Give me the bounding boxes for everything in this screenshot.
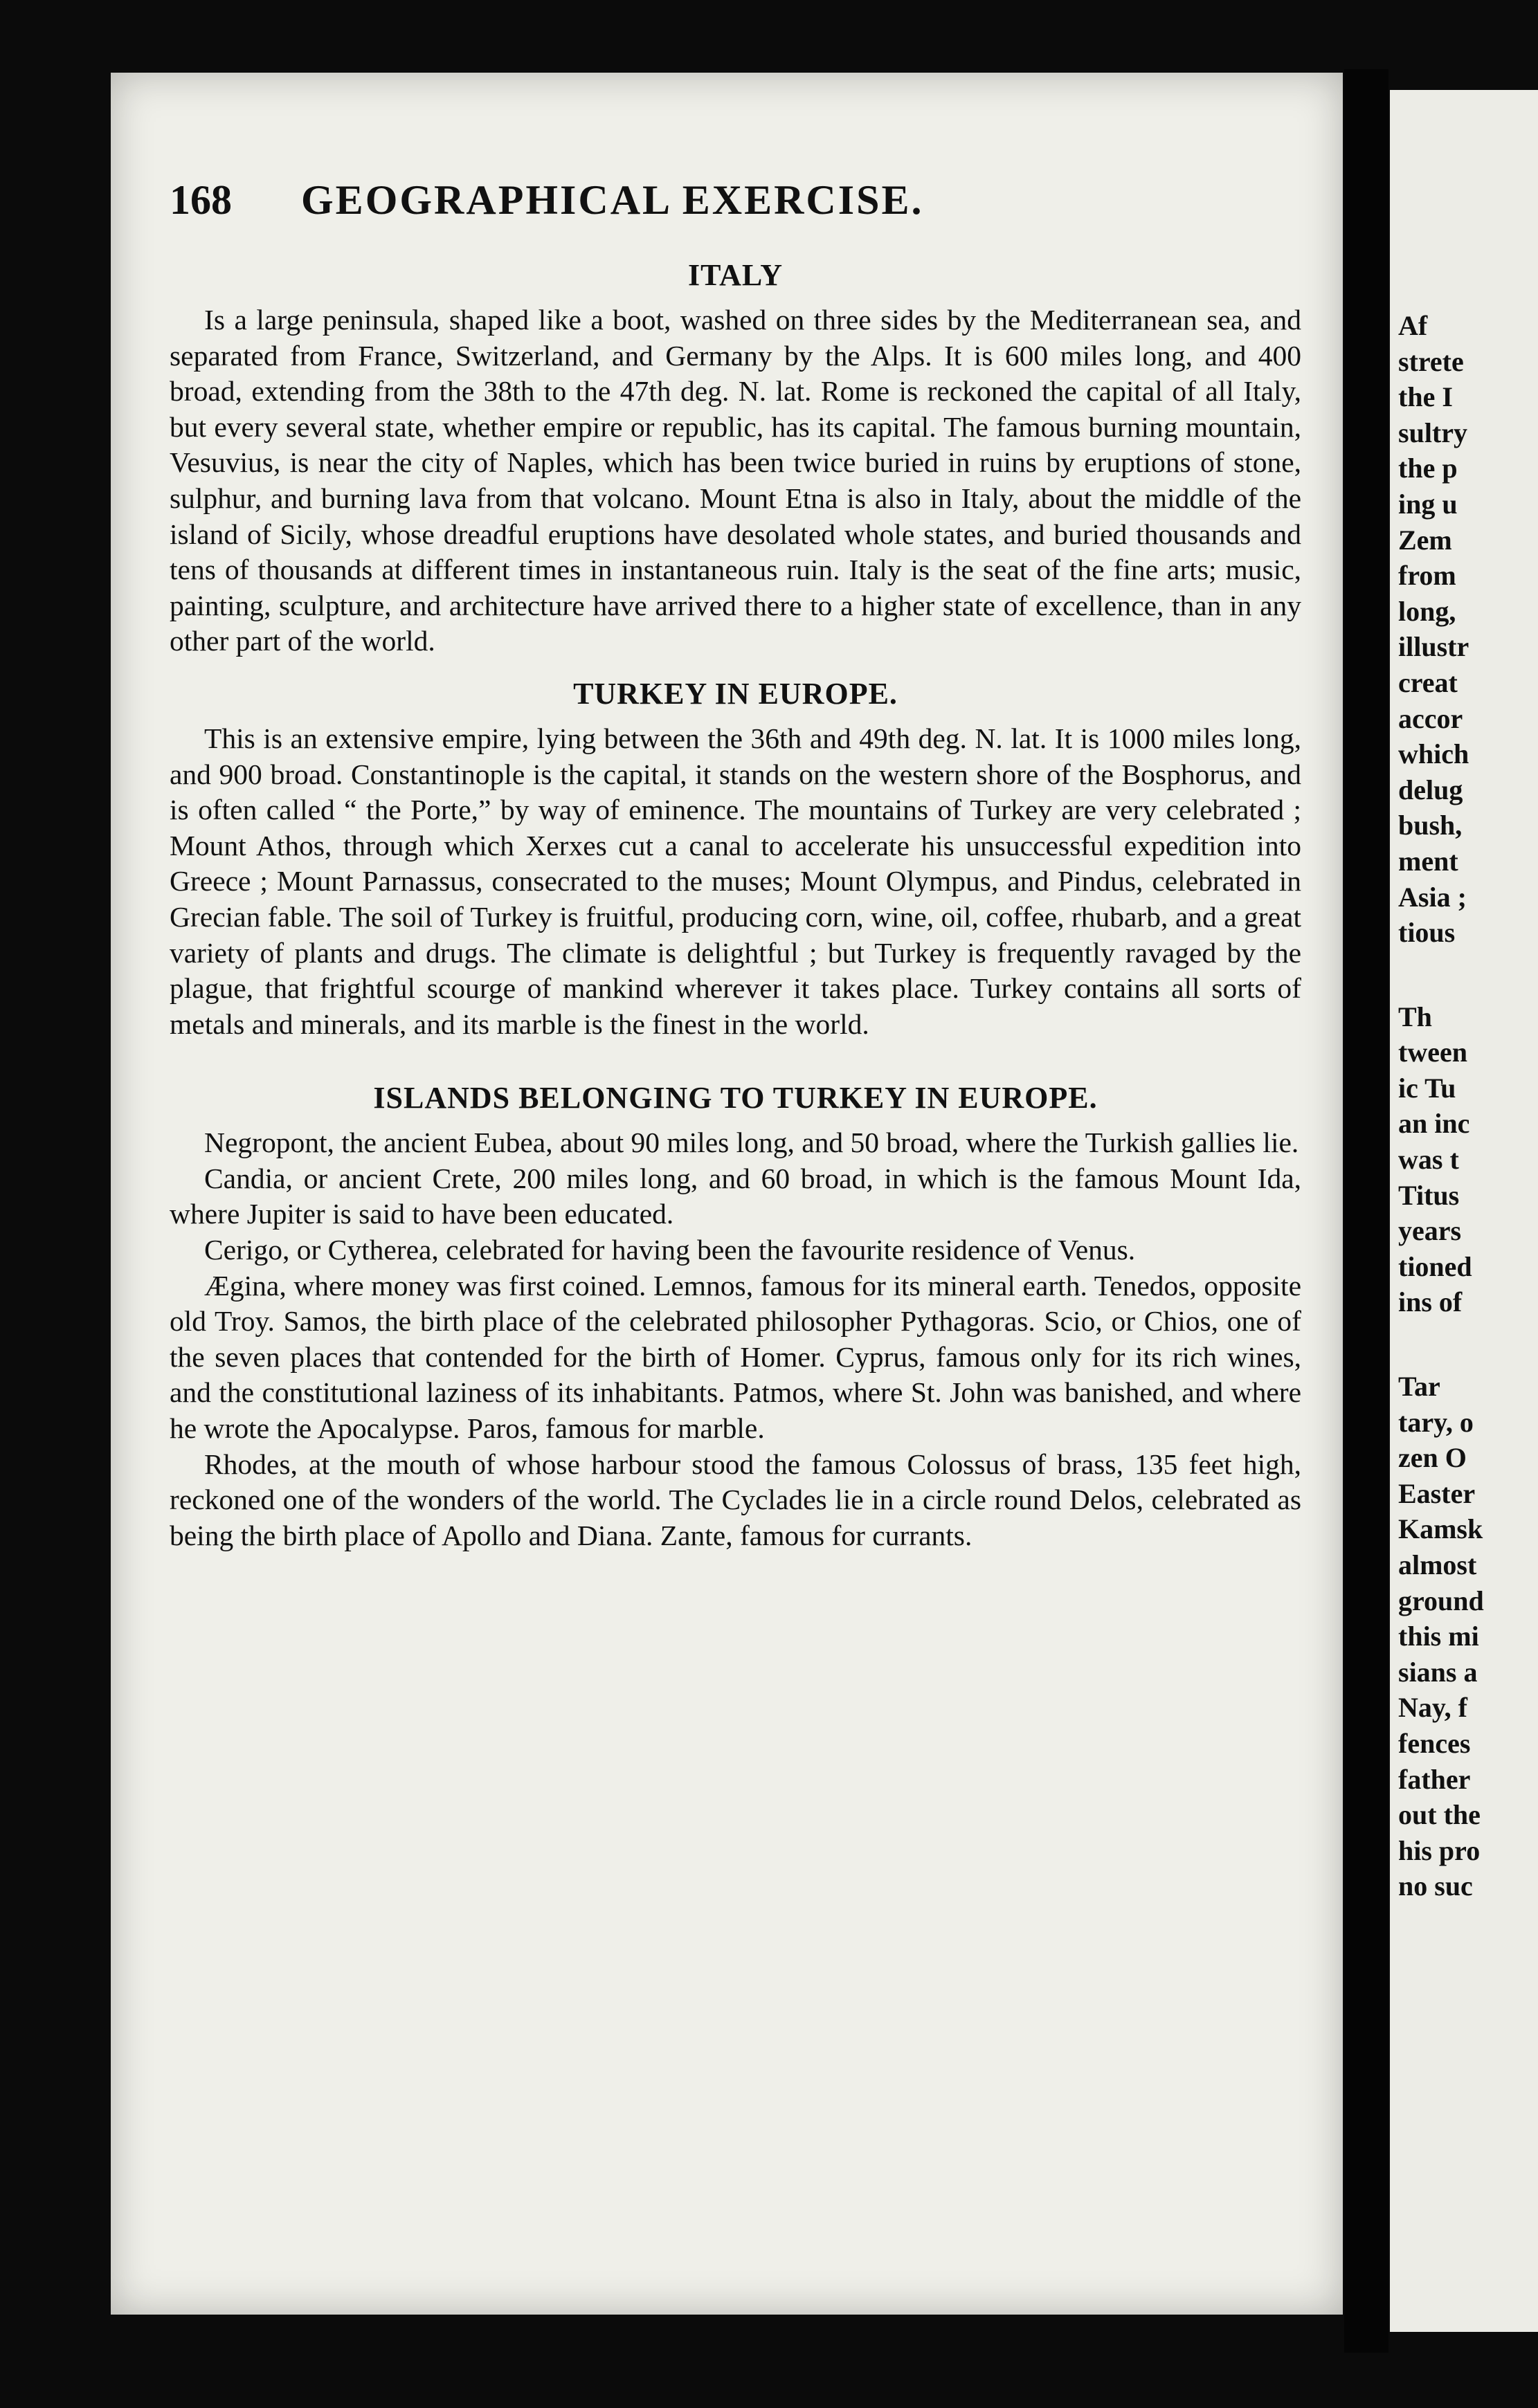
adjacent-line-fragment: Tar (1398, 1371, 1440, 1403)
adjacent-line-fragment: was t (1398, 1144, 1459, 1176)
adjacent-line-fragment: ground (1398, 1585, 1484, 1616)
adjacent-line-fragment: Asia ; (1398, 881, 1467, 913)
section-heading: ITALY (687, 258, 784, 292)
book-gutter (1344, 69, 1388, 2353)
adjacent-line-fragment: creat (1398, 666, 1458, 698)
adjacent-line-fragment: strete (1398, 345, 1464, 377)
paragraph: Ægina, where money was first coined. Lemnos, famous for its mineral earth. Tenedos, opposite old Troy. Samos, the birth place of the celebrated philosopher Pythagoras. Scio, or Chios, one of the seven places that contended for the birth of Homer. Cyprus, famous only for its rich wines, and the constitutional laziness of its inhabitants. Patmos, where St. John was banished, and where he wrote the Apocalypse. Paros, famous for marble. (170, 1269, 1301, 1445)
adjacent-line-fragment: his pro (1398, 1834, 1481, 1866)
adjacent-line-fragment: accor (1398, 702, 1463, 734)
paragraph: Negropont, the ancient Eubea, about 90 miles long, and 50 broad, where the Turkish gallies lie. (204, 1127, 1299, 1159)
adjacent-line-fragment: bush, (1398, 810, 1463, 841)
block-gap (1390, 951, 1538, 999)
paragraph: Candia, or ancient Crete, 200 miles long, and 60 broad, in which is the famous Mount Ida, where Jupiter is said to have been educated. (170, 1162, 1301, 1230)
block-gap (1390, 1320, 1538, 1369)
adjacent-line-fragment: illustr (1398, 631, 1469, 663)
adjacent-line-fragment: sians a (1398, 1656, 1478, 1688)
adjacent-line-fragment: fences (1398, 1727, 1471, 1759)
section-heading: ISLANDS BELONGING TO TURKEY IN EUROPE. (373, 1081, 1098, 1115)
paragraph: Is a large peninsula, shaped like a boot, washed on three sides by the Mediterranean sea, and separated from France, Switzerland, and Germany by the Alps. It is 600 miles long, and 400 broad, extending from the 38th to the 47th deg. N. lat. Rome is reckoned the capital of all Italy, but every several state, whether empire or republic, has its capital. The famous burning mountain, Vesuvius, is near the city of Naples, which has been twice buried in ruins by eruptions of stone, sulphur, and burning lava from that volcano. Mount Etna is also in Italy, about the middle of the island of Sicily, whose dreadful eruptions have desolated whole states, and buried thousands and tens of thousands at different times in instantaneous ruin. Italy is the seat of the fine arts; music, painting, sculpture, and architecture have arrived there to a higher state of excellence, than in any other part of the world. (170, 304, 1301, 657)
adjacent-line-fragment: delug (1398, 774, 1463, 805)
adjacent-line-fragment: no suc (1398, 1870, 1473, 1902)
running-head: GEOGRAPHICAL EXERCISE. (301, 177, 924, 223)
adjacent-line-fragment: an inc (1398, 1108, 1470, 1140)
page-header (170, 176, 1301, 224)
adjacent-line-fragment: sultry (1398, 417, 1467, 448)
adjacent-line-fragment: Zem (1398, 524, 1452, 556)
adjacent-line-fragment: Af (1398, 310, 1428, 341)
page-number: 168 (170, 177, 232, 223)
adjacent-line-fragment: tween (1398, 1037, 1467, 1068)
adjacent-line-fragment: which (1398, 738, 1469, 770)
adjacent-line-fragment: almost (1398, 1549, 1477, 1580)
paragraph: This is an extensive empire, lying between the 36th and 49th deg. N. lat. It is 1000 miles long, and 900 broad. Constantinople is the capital, it stands on the western shore of the Bosphorus, and is often called “ the Porte,” by way of eminence. The mountains of Turkey are very celebrated ; Mount Athos, through which Xerxes cut a canal to accelerate his unsuccessful expedition into Greece ; Mount Parnassus, consecrated to the muses; Mount Olympus, and Pindus, celebrated in Grecian fable. The soil of Turkey is fruitful, producing corn, wine, oil, coffee, rhubarb, and a great variety of plants and drugs. The climate is delightful ; but Turkey is frequently ravaged by the plague, that frightful scourge of mankind wherever it takes place. Turkey contains all sorts of metals and minerals, and its marble is the finest in the world. (170, 722, 1301, 1040)
adjacent-line-fragment: Titus (1398, 1179, 1460, 1211)
section-heading: TURKEY IN EUROPE. (573, 676, 898, 711)
adjacent-line-fragment: from (1398, 560, 1456, 592)
adjacent-line-fragment: Easter (1398, 1477, 1476, 1509)
adjacent-line-fragment: zen O (1398, 1442, 1467, 1474)
adjacent-line-fragment: ins of (1398, 1286, 1463, 1318)
adjacent-line-fragment: the I (1398, 381, 1453, 413)
paragraph: Rhodes, at the mouth of whose harbour stood the famous Colossus of brass, 135 feet high, reckoned one of the wonders of the world. The Cyclades lie in a circle round Delos, celebrated as being the birth place of Apollo and Diana. Zante, famous for currants. (170, 1448, 1301, 1551)
section-italy (170, 257, 1301, 659)
adjacent-line-fragment: ment (1398, 845, 1458, 877)
adjacent-line-fragment: years (1398, 1215, 1462, 1247)
adjacent-line-fragment: the p (1398, 453, 1458, 484)
adjacent-line-fragment: Nay, f (1398, 1692, 1467, 1724)
adjacent-line-fragment: this mi (1398, 1621, 1479, 1652)
adjacent-line-fragment: ic Tu (1398, 1072, 1456, 1104)
adjacent-line-fragment: out the (1398, 1799, 1481, 1831)
paragraph: Cerigo, or Cytherea, celebrated for having been the favourite residence of Venus. (204, 1234, 1136, 1266)
adjacent-line-fragment: Kamsk (1398, 1513, 1483, 1545)
adjacent-line-fragment: tioned (1398, 1250, 1472, 1282)
page (111, 73, 1343, 2315)
adjacent-line-fragment: ing u (1398, 488, 1458, 520)
adjacent-line-fragment: tious (1398, 917, 1456, 949)
adjacent-line-fragment: Th (1398, 1001, 1432, 1032)
section-islands (170, 1080, 1301, 1553)
adjacent-line-fragment: father (1398, 1763, 1471, 1795)
section-turkey-in-europe (170, 676, 1301, 1042)
adjacent-page-fragment (1390, 90, 1538, 2332)
adjacent-line-fragment: tary, o (1398, 1406, 1474, 1438)
adjacent-line-fragment: long, (1398, 595, 1456, 627)
